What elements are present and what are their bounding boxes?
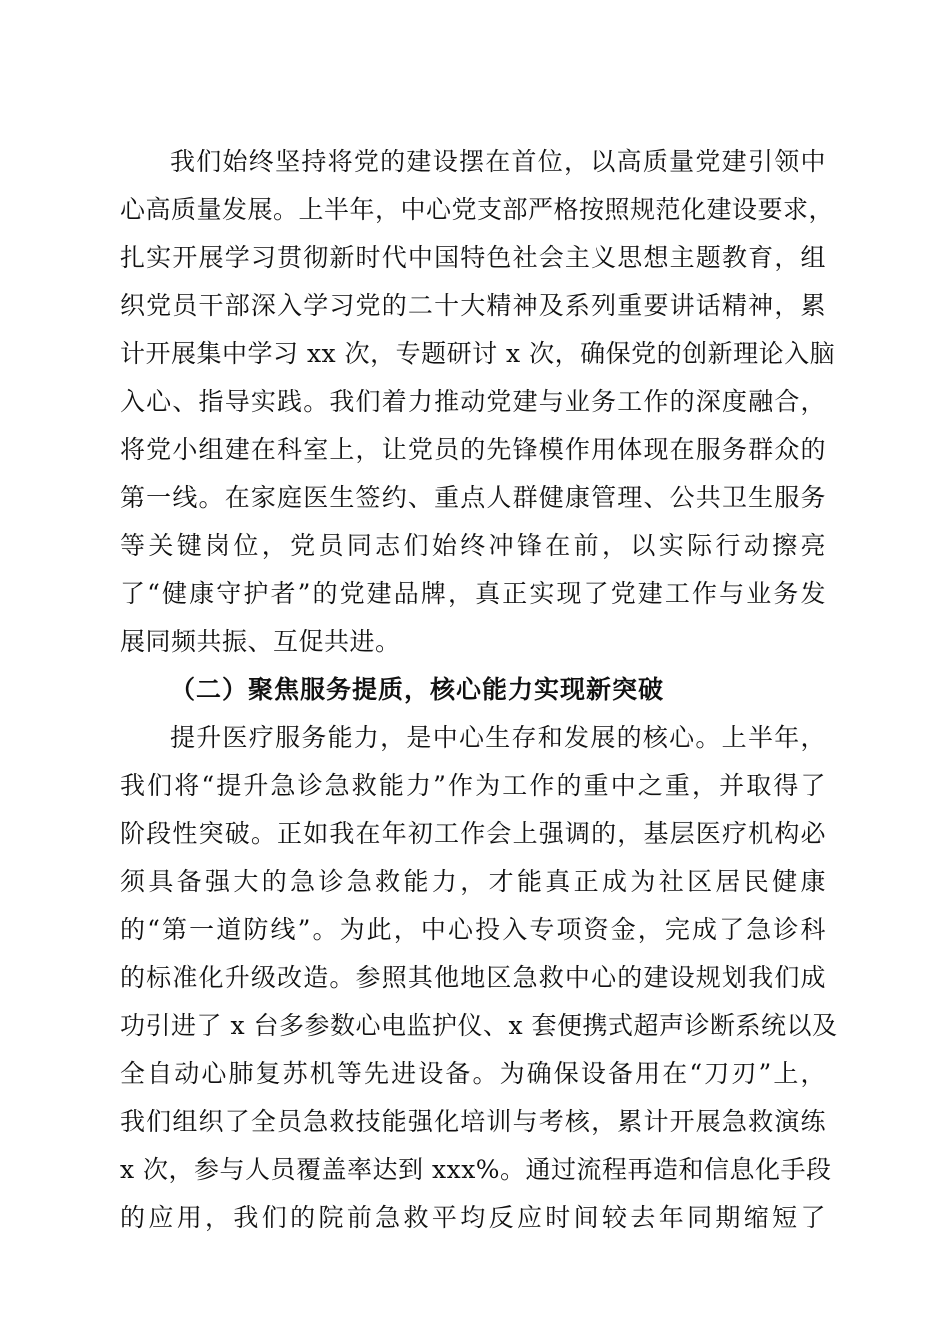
paragraph-2-line-9: 我们组织了全员急救技能强化培训与考核，累计开展急救演练	[120, 1107, 826, 1136]
paragraph-2-line-11: 的应用，我们的院前急救平均反应时间较去年同期缩短了	[120, 1203, 826, 1232]
paragraph-1-line-8: 第一线。在家庭医生签约、重点人群健康管理、公共卫生服务	[120, 483, 826, 512]
paragraph-1-line-9: 等关键岗位，党员同志们始终冲锋在前，以实际行动擦亮	[120, 531, 826, 560]
paragraph-2-line-10: x 次，参与人员覆盖率达到 xxx%。通过流程再造和信息化手段	[120, 1155, 832, 1184]
paragraph-2-line-3: 阶段性突破。正如我在年初工作会上强调的，基层医疗机构必	[120, 819, 826, 848]
paragraph-2-line-7: 功引进了 x 台多参数心电监护仪、x 套便携式超声诊断系统以及	[120, 1011, 838, 1040]
paragraph-2-line-2: 我们将“提升急诊急救能力”作为工作的重中之重，并取得了	[120, 771, 826, 800]
paragraph-1-line-2: 心高质量发展。上半年，中心党支部严格按照规范化建设要求，	[120, 195, 835, 224]
section-heading: （二）聚焦服务提质，核心能力实现新突破	[170, 675, 665, 704]
paragraph-1-line-7: 将党小组建在科室上，让党员的先锋模作用体现在服务群众的	[120, 435, 826, 464]
paragraph-1-line-5: 计开展集中学习 xx 次，专题研讨 x 次，确保党的创新理论入脑	[120, 339, 836, 368]
paragraph-2-line-5: 的“第一道防线”。为此，中心投入专项资金，完成了急诊科	[120, 915, 826, 944]
paragraph-2-line-4: 须具备强大的急诊急救能力，才能真正成为社区居民健康	[120, 867, 826, 896]
paragraph-1-line-6: 入心、指导实践。我们着力推动党建与业务工作的深度融合，	[120, 387, 826, 416]
paragraph-2-line-1: 提升医疗服务能力，是中心生存和发展的核心。上半年，	[170, 723, 826, 752]
paragraph-1-line-1: 我们始终坚持将党的建设摆在首位，以高质量党建引领中	[170, 147, 826, 176]
paragraph-1-line-4: 织党员干部深入学习党的二十大精神及系列重要讲话精神，累	[120, 291, 826, 320]
paragraph-1-line-3: 扎实开展学习贯彻新时代中国特色社会主义思想主题教育，组	[120, 243, 826, 272]
paragraph-1-line-11: 展同频共振、互促共进。	[120, 627, 401, 656]
paragraph-2-line-6: 的标准化升级改造。参照其他地区急救中心的建设规划我们成	[120, 963, 826, 992]
paragraph-2-line-8: 全自动心肺复苏机等先进设备。为确保设备用在“刀刃”上，	[120, 1059, 826, 1088]
paragraph-1-line-10: 了“健康守护者”的党建品牌，真正实现了党建工作与业务发	[120, 579, 826, 608]
